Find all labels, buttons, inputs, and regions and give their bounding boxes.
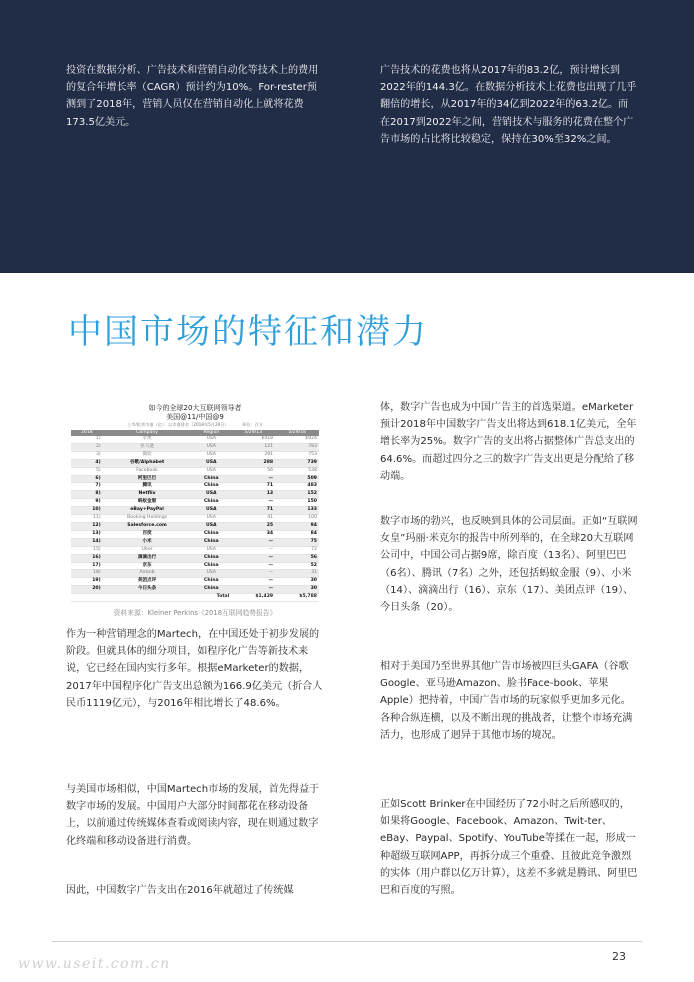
- company-cell: 阿里巴巴: [103, 475, 192, 483]
- region-cell: USA: [191, 522, 231, 530]
- rank-cell: 18): [71, 570, 103, 578]
- figure-caption: 资料来源：Kleiner Perkins《2018互联网趋势报告》: [113, 609, 277, 618]
- total-2018: $5,788: [275, 594, 319, 602]
- region-cell: USA: [191, 491, 231, 499]
- table-row: [71, 459, 319, 467]
- value-2018-cell: 783: [275, 443, 319, 451]
- rank-cell: 8): [71, 491, 103, 499]
- value-2018-cell: 538: [275, 467, 319, 475]
- region-cell: USA: [191, 451, 231, 459]
- value-2018-cell: 509: [275, 475, 319, 483]
- rank-cell: 15): [71, 546, 103, 554]
- company-cell: 亚马逊: [103, 443, 192, 451]
- right-paragraph-4: 正如Scott Brinker在中国经历了72小时之后所感叹的，如果将Google、Facebook、Amazon、Twit-ter、eBay、Paypal、Spotify、YouTube等揉在一起，形成一种超级互联网APP，再拆分成三个重叠、且彼此竞争激烈的实体（用户群以亿万计算），这差不多就是腾讯、阿里巴巴和百度的写照。: [380, 799, 638, 897]
- table-row: [71, 522, 319, 530]
- value-2018-cell: 150: [275, 499, 319, 507]
- table-row: [71, 530, 319, 538]
- left-paragraph-2: 与美国市场相似，中国Martech市场的发展，首先得益于数字市场的发展。中国用户大部分时间都花在移动设备上，以前通过传统媒体查看或阅读内容，现在则通过数字化终端和移动设备进行消费。: [66, 784, 320, 847]
- rank-cell: 20): [71, 586, 103, 594]
- page-number: 23: [612, 950, 626, 963]
- table-row: [71, 443, 319, 451]
- value-2013-cell: —: [231, 586, 275, 594]
- region-cell: USA: [191, 546, 231, 554]
- column-header: Region: [191, 430, 231, 436]
- table-row: [71, 475, 319, 483]
- value-2018-cell: 152: [275, 491, 319, 499]
- table-row: [71, 483, 319, 491]
- rank-cell: 12): [71, 522, 103, 530]
- value-2013-cell: —: [231, 499, 275, 507]
- table-row: [71, 507, 319, 515]
- region-cell: China: [191, 554, 231, 562]
- rank-cell: 1): [71, 436, 103, 443]
- company-cell: 小米: [103, 538, 192, 546]
- company-cell: 蚂蚁金服: [103, 499, 192, 507]
- value-2013-cell: 288: [231, 459, 275, 467]
- region-cell: USA: [191, 436, 231, 443]
- column-header: 2018: [71, 430, 103, 436]
- column-header: Company: [103, 430, 192, 436]
- rank-cell: 3): [71, 451, 103, 459]
- region-cell: USA: [191, 515, 231, 523]
- value-2013-cell: 34: [231, 530, 275, 538]
- table-row: [71, 586, 319, 594]
- region-cell: China: [191, 475, 231, 483]
- left-paragraph-3: 因此，中国数字广告支出在2016年就超过了传统媒: [66, 885, 294, 896]
- figure-title: 如今的全球20大互联网领导者: [148, 404, 242, 412]
- value-2013-cell: 291: [231, 451, 275, 459]
- figure-subtitle-left: 上市/私营市值（亿）：以市值排名（2018年5月29日）: [126, 422, 229, 427]
- rank-cell: 2): [71, 443, 103, 451]
- value-2013-cell: 71: [231, 507, 275, 515]
- top-banner: [0, 0, 694, 273]
- table-total-row: [71, 594, 319, 602]
- value-2013-cell: 121: [231, 443, 275, 451]
- region-cell: China: [191, 562, 231, 570]
- table-body: [71, 436, 319, 594]
- company-cell: 京东: [103, 562, 192, 570]
- figure-subtitle-right: 单位：百万: [242, 422, 263, 427]
- section-title: 中国市场的特征和潜力: [68, 312, 428, 352]
- rank-cell: 10): [71, 507, 103, 515]
- ranking-table: [71, 430, 319, 602]
- region-cell: USA: [191, 443, 231, 451]
- company-cell: 美团点评: [103, 578, 192, 586]
- value-2018-cell: 84: [275, 530, 319, 538]
- table-row: [71, 467, 319, 475]
- ranking-figure: [66, 404, 324, 617]
- company-cell: 微软: [103, 451, 192, 459]
- value-2013-cell: 25: [231, 522, 275, 530]
- value-2013-cell: 71: [231, 483, 275, 491]
- rank-cell: 6): [71, 475, 103, 483]
- rank-cell: 19): [71, 578, 103, 586]
- rank-cell: 16): [71, 554, 103, 562]
- column-header: 5/29/13: [231, 430, 275, 436]
- value-2013-cell: —: [231, 562, 275, 570]
- value-2013-cell: —: [231, 546, 275, 554]
- figure-subtitle: [66, 422, 324, 428]
- rank-cell: 14): [71, 538, 103, 546]
- region-cell: China: [191, 586, 231, 594]
- total-2013: $1,429: [231, 594, 275, 602]
- table-row: [71, 451, 319, 459]
- company-cell: Uber: [103, 546, 192, 554]
- value-2013-cell: $418: [231, 436, 275, 443]
- value-2018-cell: 94: [275, 522, 319, 530]
- top-right-paragraph: 广告技术的花费也将从2017年的83.2亿，预计增长到2022年的144.3亿。在数据分析技术上花费也出现了几乎翻倍的增长，从2017年的34亿到2022年的63.2亿。而在2017到2022年之间，营销技术与服务的花费在整个广告市场的占比将比较稳定，保持在30%至32%之间。: [380, 65, 637, 145]
- value-2018-cell: 52: [275, 562, 319, 570]
- company-cell: eBay+PayPal: [103, 507, 192, 515]
- value-2018-cell: 483: [275, 483, 319, 491]
- table-row: [71, 546, 319, 554]
- region-cell: China: [191, 578, 231, 586]
- figure-title-line2: 美国@11/中国@9: [166, 413, 224, 421]
- watermark: www.useit.com.cn: [18, 956, 171, 972]
- value-2018-cell: 30: [275, 586, 319, 594]
- value-2018-cell: 31: [275, 570, 319, 578]
- value-2018-cell: 753: [275, 451, 319, 459]
- region-cell: USA: [191, 570, 231, 578]
- right-paragraph-2: 数字市场的勃兴，也反映到具体的公司层面。正如“互联网女皇”玛丽·米克尔的报告中所列举的，在全球20大互联网公司中，中国公司占据9席，除百度（13名）、阿里巴巴（6名）、腾讯（7名）之外，还包括蚂蚁金服（9）、小米（14）、滴滴出行（16）、京东（17）、美团点评（19）、今日头条（20）。: [380, 516, 638, 614]
- value-2013-cell: —: [231, 554, 275, 562]
- table-row: [71, 515, 319, 523]
- column-header: 5/29/18: [275, 430, 319, 436]
- table-row: [71, 562, 319, 570]
- rank-cell: 5): [71, 467, 103, 475]
- rank-cell: 11): [71, 515, 103, 523]
- region-cell: China: [191, 538, 231, 546]
- right-paragraph-3: 相对于美国乃至世界其他广告市场被四巨头GAFA（谷歌Google、亚马逊Amazon、脸书Face-book、苹果Apple）把持着，中国广告市场的玩家似乎更加多元化。各种合纵连横，以及不断出现的挑战者，让整个市场充满活力，也形成了迥异于其他市场的境况。: [380, 661, 633, 741]
- value-2018-cell: $924: [275, 436, 319, 443]
- right-paragraph-1: 体，数字广告也成为中国广告主的首选渠道。eMarketer预计2018年中国数字广告支出将达到618.1亿美元，全年增长率为25%。数字广告的支出将占据整体广告总支出的64.6%。而超过四分之三的数字广告支出更是分配给了移动端。: [380, 402, 637, 482]
- company-cell: 百度: [103, 530, 192, 538]
- region-cell: USA: [191, 459, 231, 467]
- rank-cell: 13): [71, 530, 103, 538]
- value-2013-cell: —: [231, 475, 275, 483]
- table-row: [71, 578, 319, 586]
- company-cell: 今日头条: [103, 586, 192, 594]
- table-row: [71, 554, 319, 562]
- company-cell: Salesforce.com: [103, 522, 192, 530]
- company-cell: Netflix: [103, 491, 192, 499]
- region-cell: China: [191, 499, 231, 507]
- value-2018-cell: 72: [275, 546, 319, 554]
- total-label: Total: [191, 594, 231, 602]
- footer-divider: [52, 941, 642, 942]
- value-2018-cell: 30: [275, 578, 319, 586]
- table-row: [71, 499, 319, 507]
- region-cell: China: [191, 530, 231, 538]
- rank-cell: 7): [71, 483, 103, 491]
- region-cell: USA: [191, 507, 231, 515]
- top-left-paragraph: 投资在数据分析、广告技术和营销自动化等技术上的费用的复合年增长率（CAGR）预计约为10%。For-rester预测到了2018年，营销人员仅在营销自动化上就将花费173.5亿美元。: [66, 65, 319, 128]
- table-row: [71, 491, 319, 499]
- company-cell: 滴滴出行: [103, 554, 192, 562]
- company-cell: 苹果: [103, 436, 192, 443]
- value-2018-cell: 75: [275, 538, 319, 546]
- company-cell: Airbnb: [103, 570, 192, 578]
- company-cell: 谷歌/Alphabet: [103, 459, 192, 467]
- table-row: [71, 436, 319, 443]
- table-row: [71, 538, 319, 546]
- value-2018-cell: 739: [275, 459, 319, 467]
- value-2013-cell: 56: [231, 467, 275, 475]
- company-cell: Booking Holdings: [103, 515, 192, 523]
- company-cell: Facebook: [103, 467, 192, 475]
- region-cell: USA: [191, 467, 231, 475]
- region-cell: China: [191, 483, 231, 491]
- value-2013-cell: 13: [231, 491, 275, 499]
- value-2013-cell: —: [231, 578, 275, 586]
- value-2013-cell: —: [231, 538, 275, 546]
- value-2018-cell: 100: [275, 515, 319, 523]
- value-2018-cell: 56: [275, 554, 319, 562]
- value-2013-cell: —: [231, 570, 275, 578]
- rank-cell: 17): [71, 562, 103, 570]
- company-cell: 腾讯: [103, 483, 192, 491]
- rank-cell: 9): [71, 499, 103, 507]
- value-2013-cell: 41: [231, 515, 275, 523]
- table-row: [71, 570, 319, 578]
- left-paragraph-1: 作为一种营销理念的Martech，在中国还处于初步发展的阶段。但就具体的细分项目，如程序化广告等新技术来说，它已经在国内实行多年。根据eMarketer的数据，2017年中国程序化广告支出总额为166.9亿美元（折合人民币1119亿元），与2016年相比增长了48.6%。: [66, 629, 323, 709]
- value-2018-cell: 133: [275, 507, 319, 515]
- rank-cell: 4): [71, 459, 103, 467]
